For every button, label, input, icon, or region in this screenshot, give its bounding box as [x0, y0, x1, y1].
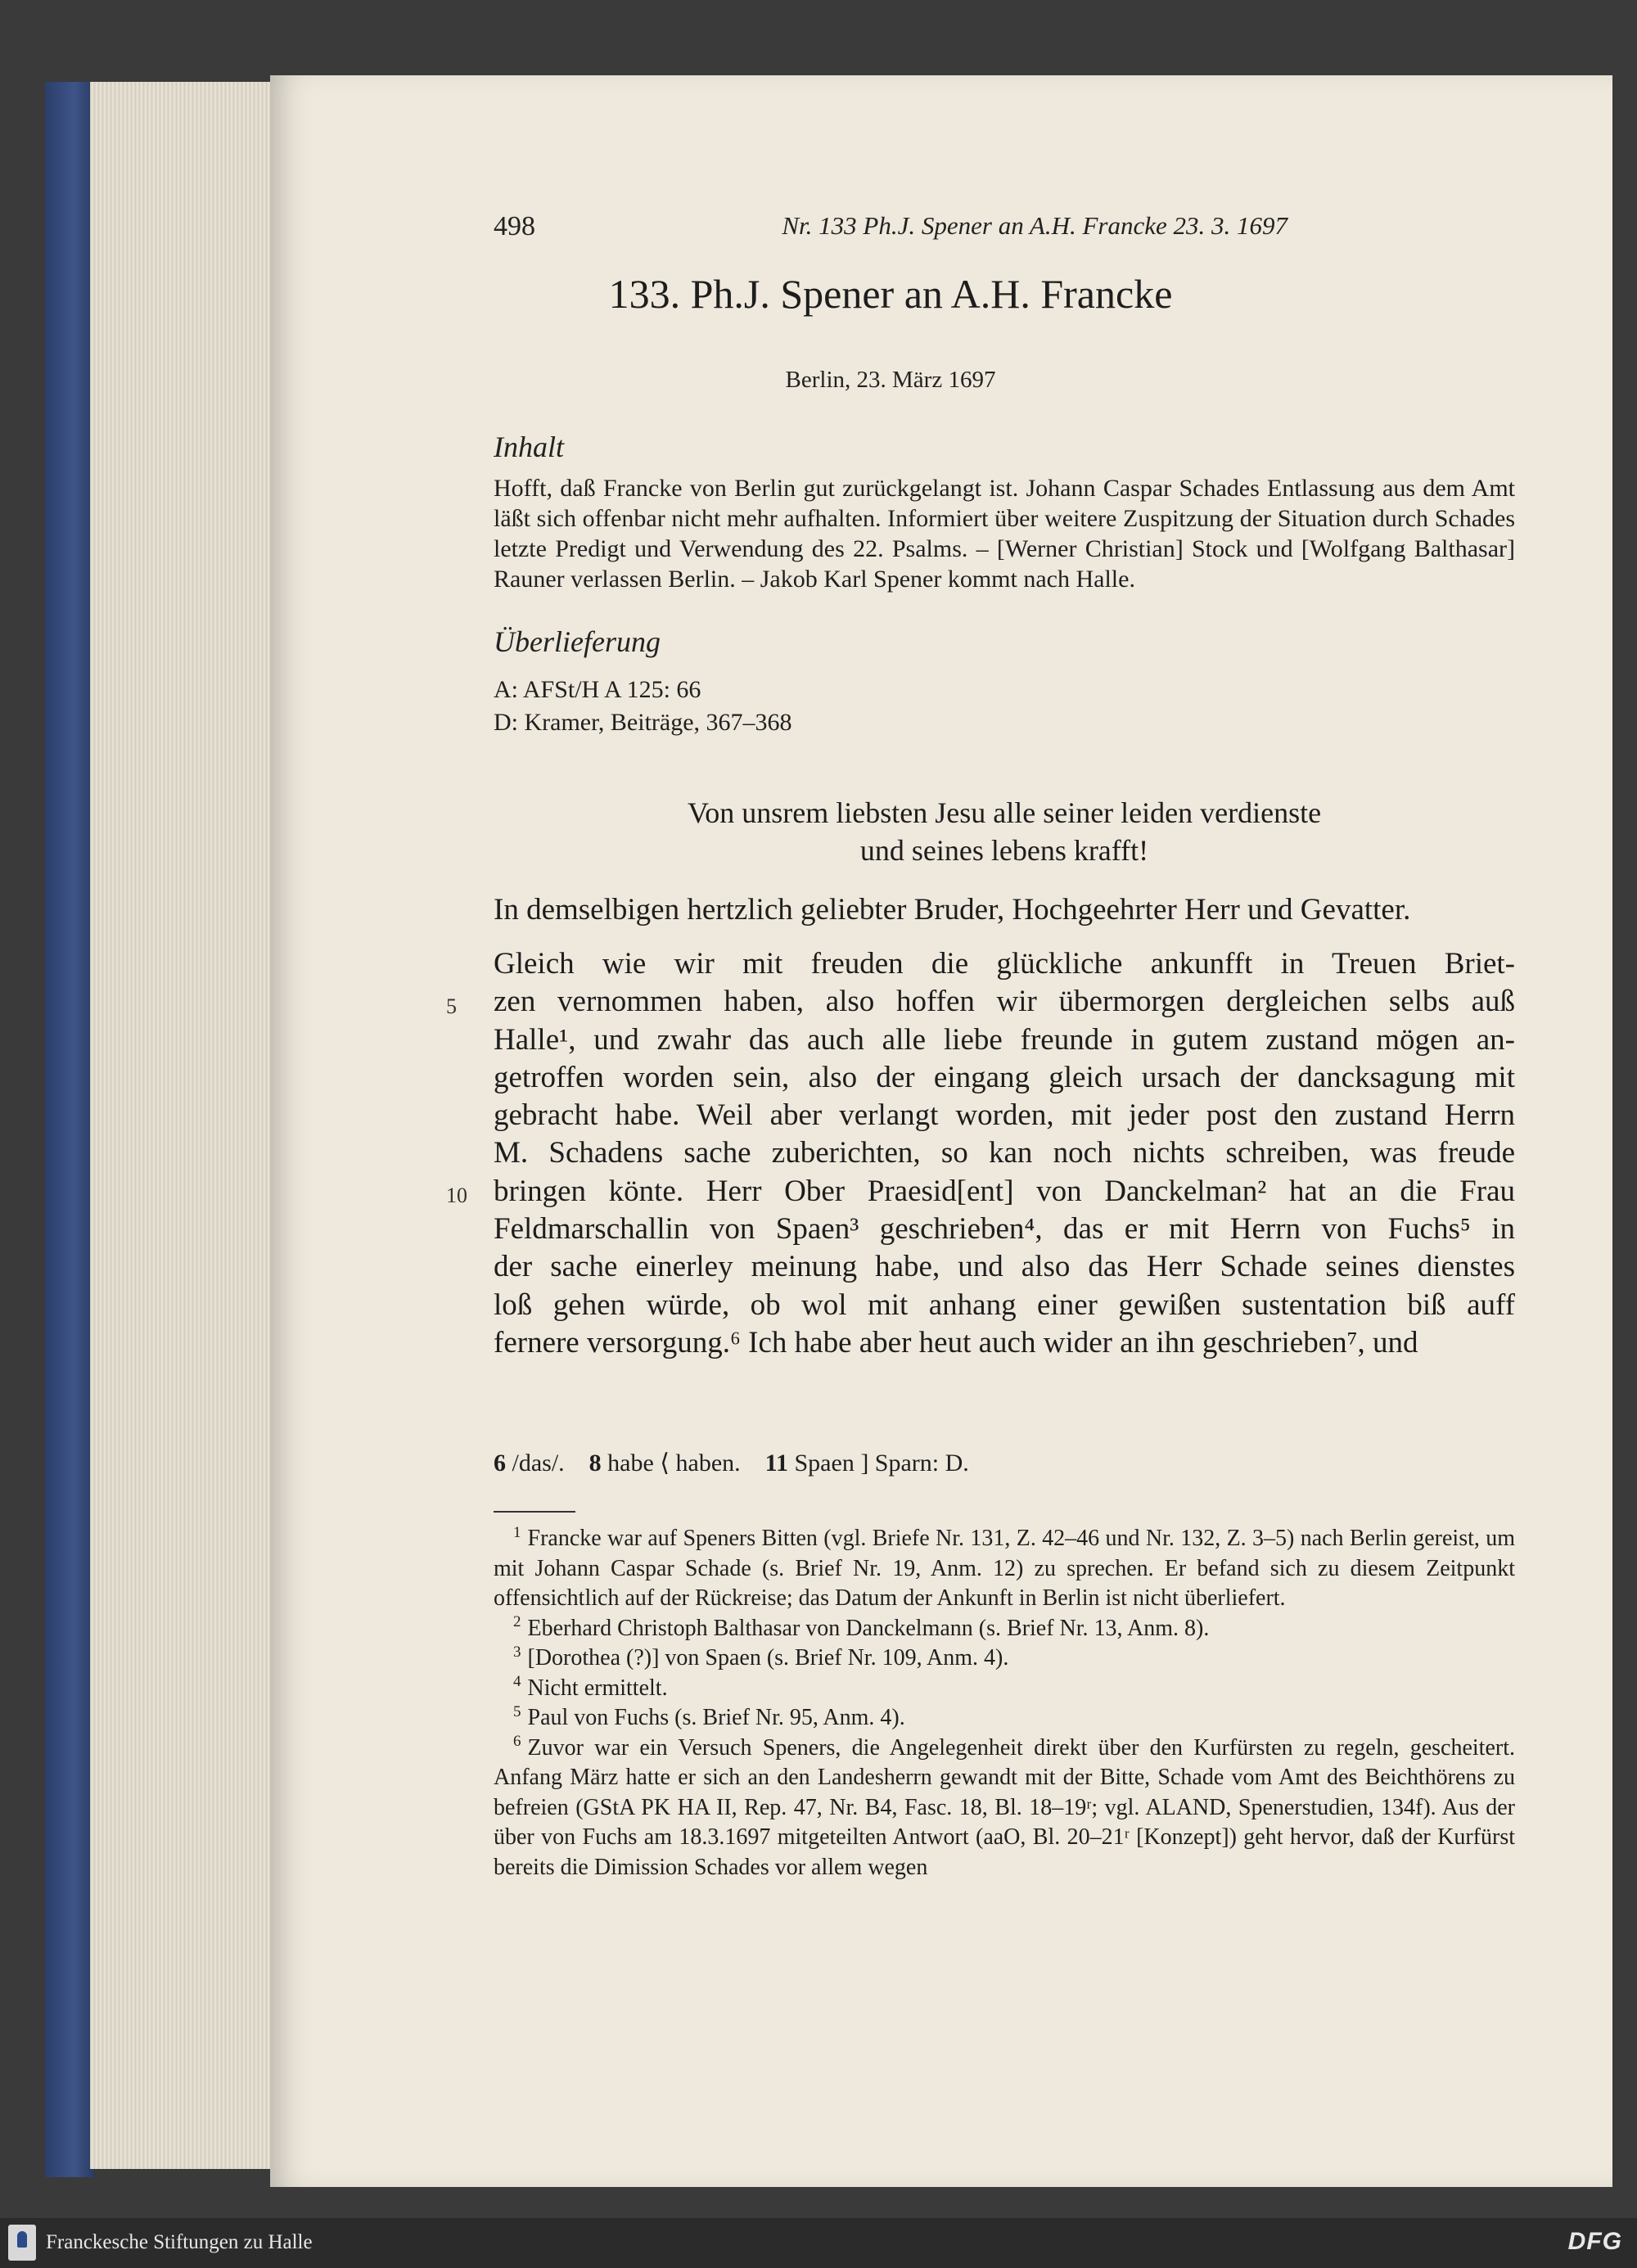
body-line: fernere versorgung.⁶ Ich habe aber heut auch wider an ihn geschrieben⁷, und [494, 1325, 1418, 1359]
apparatus-entry: Spaen ] Sparn: D. [794, 1450, 969, 1477]
letter-place-date: Berlin, 23. März 1697 [785, 367, 996, 393]
apparatus-line-ref: 11 [764, 1450, 788, 1477]
page-number: 498 [494, 211, 535, 241]
footnote-number: 4 [513, 1673, 521, 1691]
critical-apparatus [494, 1449, 969, 1477]
institution-logo-icon[interactable] [8, 2225, 36, 2261]
apparatus-entry: /das/. [512, 1450, 565, 1477]
footnote [494, 1614, 1515, 1644]
body-line: loß gehen würde, ob wol mit anhang einer gewißen sustentation biß auff [494, 1287, 1515, 1322]
footnote-text: Paul von Fuchs (s. Brief Nr. 95, Anm. 4). [527, 1705, 905, 1730]
apparatus-entry: habe ⟨ haben. [607, 1450, 741, 1477]
running-title: Nr. 133 Ph.J. Spener an A.H. Francke 23. 3. 1697 [782, 211, 1288, 240]
body-line: Gleich wie wir mit freuden die glückliche ankunfft in Treuen Briet- [494, 947, 1515, 981]
footnote-text: [Dorothea (?)] von Spaen (s. Brief Nr. 109, Anm. 4). [527, 1645, 1009, 1671]
inhalt-text: Hofft, daß Francke von Berlin gut zurückgelangt ist. Johann Caspar Schades Entlassung aus dem Amt läßt sich offenbar nicht mehr aufhalten. Informiert über weitere Zuspitzung der Situation durch Schades letzte Predigt und Verwendung des 22. Psalms. – [Werner Christian] Stock und [Wolfgang Balthasar] Rauner verlassen Berlin. – Jakob Karl Spener kommt nach Halle. [494, 475, 1515, 593]
footnote-number: 5 [513, 1702, 521, 1720]
body-line: bringen könte. Herr Ober Praesid[ent] von Danckelman² hat an die Frau [494, 1174, 1515, 1208]
body-line: Feldmarschallin von Spaen³ geschrieben⁴, das er mit Herrn von Fuchs⁵ in [494, 1212, 1515, 1247]
greeting-line: und seines lebens krafft! [859, 834, 1149, 867]
footnote-number: 3 [513, 1643, 521, 1661]
siglum-d: D: Kramer, Beiträge, 367–368 [494, 709, 792, 736]
institution-name[interactable]: Franckesche Stiftungen zu Halle [46, 2231, 313, 2253]
footnote-rule [494, 1511, 575, 1513]
body-line: Halle¹, und zwahr das auch alle liebe freunde in gutem zustand mögen an- [494, 1022, 1515, 1057]
body-line: der sache einerley meinung habe, und also das Herr Schade seines dienstes [494, 1250, 1515, 1284]
greeting [494, 794, 1515, 869]
salutation: In demselbigen hertzlich geliebter Bruder, Hochgeehrter Herr und Gevatter. [494, 893, 1411, 927]
footnote-number: 6 [513, 1733, 521, 1751]
ueberlieferung-heading: Überlieferung [494, 625, 661, 658]
footnote [494, 1703, 1515, 1734]
apparatus-line-ref: 8 [589, 1450, 602, 1477]
footnote-text: Francke war auf Speners Bitten (vgl. Briefe Nr. 131, Z. 42–46 und Nr. 132, Z. 3–5) nach Berlin gereist, um mit Johann Caspar Schade (s. Brief Nr. 19, Anm. 12) zu sprechen. Er befand sich zu diesem Zeitpunkt offensichtlich auf der Rückreise; das Datum der Ankunft in Berlin ist nicht überliefert. [494, 1526, 1515, 1611]
dfg-logo[interactable]: DFG [1567, 2228, 1622, 2255]
footnote-text: Eberhard Christoph Balthasar von Danckelmann (s. Brief Nr. 13, Anm. 8). [527, 1615, 1210, 1641]
body-line: zen vernommen haben, also hoffen wir übermorgen dergleichen selbs auß [494, 985, 1515, 1019]
page-edges [90, 82, 278, 2169]
footnote-text: Zuvor war ein Versuch Speners, die Angelegenheit direkt über den Kurfürsten zu regeln, gescheitert. Anfang März hatte er sich an den Landesherrn gewandt mit der Bitte, Schade vom Amt des Beichthörens zu befreien (GStA PK HA II, Rep. 47, Nr. B4, Fasc. 18, Bl. 18–19ʳ; vgl. ALAND, Spenerstudien, 134f). Aus der über von Fuchs am 18.3.1697 mitgeteilten Antwort (aaO, Bl. 20–21ʳ [Konzept]) geht hervor, daß der Kurfürst bereits die Dimission Schades vor allem wegen [494, 1734, 1515, 1880]
footnote [494, 1734, 1515, 1883]
body-line: M. Schadens sache zuberichten, so kan noch nichts schreiben, was freude [494, 1136, 1515, 1170]
footnote [494, 1644, 1515, 1674]
body-line: gebracht habe. Weil aber verlangt worden, mit jeder post den zustand Herrn [494, 1098, 1515, 1133]
line-number: 10 [446, 1184, 467, 1207]
letter-title: 133. Ph.J. Spener an A.H. Francke [608, 271, 1173, 317]
greeting-line: Von unsrem liebsten Jesu alle seiner leiden verdienste [687, 796, 1322, 829]
book-cover [45, 82, 94, 2177]
apparatus-line-ref: 6 [494, 1450, 506, 1477]
inhalt-heading: Inhalt [494, 431, 564, 463]
footnote [494, 1674, 1515, 1704]
line-number: 5 [446, 994, 457, 1018]
footnote [494, 1524, 1515, 1614]
siglum-a: A: AFSt/H A 125: 66 [494, 676, 701, 703]
footnotes [494, 1524, 1515, 1882]
footnote-number: 2 [513, 1613, 521, 1631]
footnote-number: 1 [513, 1523, 521, 1541]
footnote-text: Nicht ermittelt. [527, 1675, 668, 1701]
letter-body [494, 945, 1515, 1362]
body-line: getroffen worden sein, also der eingang gleich ursach der dancksagung mit [494, 1060, 1515, 1094]
viewer-footer [0, 2218, 1637, 2268]
